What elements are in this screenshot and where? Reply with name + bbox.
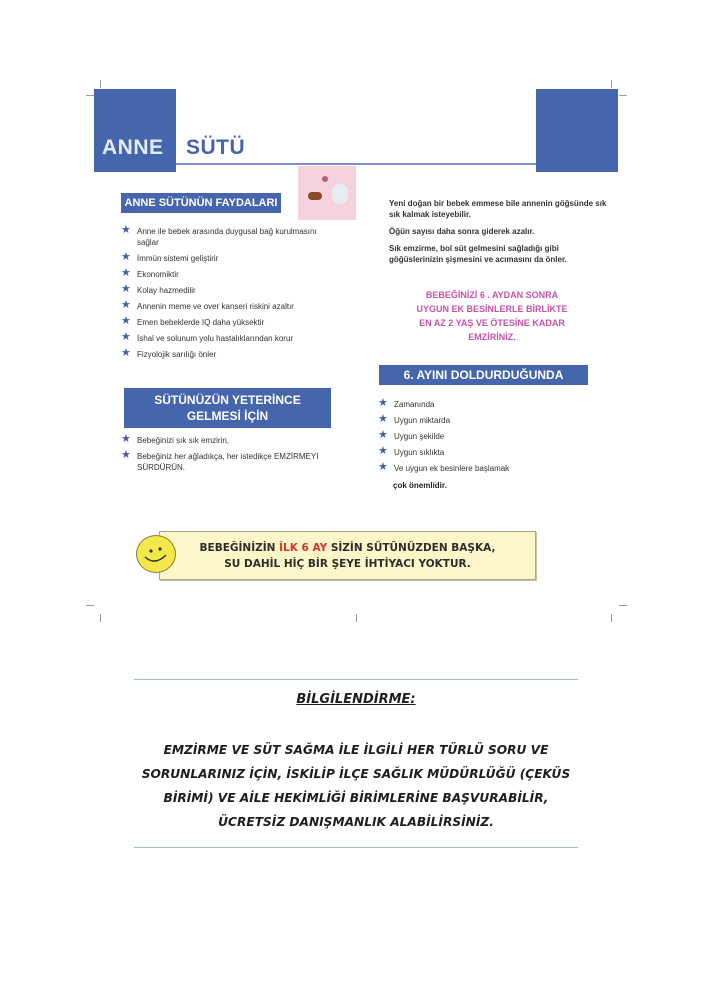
crop-mark [356,614,357,622]
list-item: ★ Bebeğiniz her ağladıkça, her istedikçe EMZİRMEYİ SÜRDÜRÜN. [121,449,319,472]
paragraph: Yeni doğan bir bebek emmese bile annenin göğsünde sık sık kalmak isteyebilir. [389,199,607,219]
list-item: ★ İmmün sistemi geliştirir [121,251,219,263]
star-icon: ★ [121,449,131,461]
list-item: ★ Fizyolojik sarılığı önler [121,347,217,359]
callout-box [159,531,536,580]
divider-top [134,679,578,680]
star-icon: ★ [121,299,131,311]
title-rule [176,163,536,165]
list-item: ★ Emen bebeklerde IQ daha yüksektir [121,315,265,327]
star-icon: ★ [121,224,131,236]
list-item: ★ Uygun sıklıkta [378,445,445,457]
crop-mark [611,80,612,88]
callout-emphasis: İLK 6 AY [279,542,328,554]
list-item: ★ Uygun şekilde [378,429,445,441]
crop-mark [619,95,627,96]
info-line: SORUNLARINIZ İÇİN, İSKİLİP İLÇE SAĞLIK MÜDÜRLÜĞÜ (ÇEKÜS [141,767,571,781]
crop-mark [619,605,627,606]
heading-line: GELMESİ İÇİN [186,409,269,423]
heading-line: SÜTÜNÜZÜN YETERİNCE [154,393,301,407]
list-item: ★ Ve uygun ek besinlere başlamak [378,461,510,473]
right-info-text [389,198,614,271]
sufficient-milk-heading [124,388,331,428]
divider-bottom [134,847,578,848]
star-icon: ★ [121,347,131,359]
star-icon: ★ [121,331,131,343]
highlight-line: EMZİRİNİZ. [468,332,516,342]
benefits-list [121,226,321,365]
crop-mark [86,95,94,96]
paragraph: Sık emzirme, bol süt gelmesini sağladığı gibi göğüslerinizin şişmesini ve acımasını da önler. [389,244,567,264]
star-icon: ★ [378,397,388,409]
six-months-list [378,399,578,479]
page-title-sutu: SÜTÜ [186,136,246,159]
callout-text [160,540,535,572]
list-item: ★ Ekonomiktir [121,267,179,279]
info-title: BİLGİLENDİRME: [296,692,416,707]
callout-line-2: SU DAHİL HİÇ BİR ŞEYE İHTİYACI YOKTUR. [224,558,471,570]
star-icon: ★ [378,461,388,473]
list-item: ★ Zamanında [378,397,435,409]
crop-mark [100,80,101,88]
highlight-line: EN AZ 2 YAŞ VE ÖTESİNE KADAR [419,318,565,328]
list-item: ★ Bebeğinizi sık sık emzirin, [121,433,230,445]
list-item: ★ İshal ve solunum yolu hastalıklarından korur [121,331,294,343]
list-item: ★ Anne ile bebek arasında duygusal bağ kurulmasını sağlar [121,224,317,247]
star-icon: ★ [121,267,131,279]
page-title-anne: ANNE [102,136,164,159]
star-icon: ★ [121,315,131,327]
breastfeeding-photo [298,166,356,220]
six-months-heading: 6. AYINI DOLDURDUĞUNDA [379,365,588,385]
highlight-line: BEBEĞİNİZİ 6 . AYDAN SONRA [425,290,559,300]
star-icon: ★ [378,413,388,425]
crop-mark [86,605,94,606]
paragraph: Öğün sayısı daha sonra giderek azalır. [389,227,535,236]
info-body [134,738,578,834]
info-line: ÜCRETSİZ DANIŞMANLIK ALABİLİRSİNİZ. [218,815,494,829]
star-icon: ★ [378,445,388,457]
star-icon: ★ [121,433,131,445]
highlight-line: UYGUN EK BESİNLERLE BİRLİKTE [416,304,568,314]
crop-mark [611,614,612,622]
list-item: ★ Annenin meme ve over kanseri riskini azaltır [121,299,294,311]
callout-line-1: BEBEĞİNİZİN İLK 6 AY SİZİN SÜTÜNÜZDEN BAŞKA, [199,542,496,554]
info-line: EMZİRME VE SÜT SAĞMA İLE İLGİLİ HER TÜRLÜ SORU VE [163,743,549,757]
sufficient-milk-list [121,435,341,478]
list-item: ★ Uygun miktarda [378,413,451,425]
info-line: BİRİMİ) VE AİLE HEKİMLİĞİ BİRİMLERİNE BAŞVURABİLİR, [163,791,549,805]
highlight-message [381,288,603,344]
star-icon: ★ [121,251,131,263]
six-months-conclusion: çok önemlidir. [393,481,447,490]
title-block-right [536,89,618,172]
crop-mark [100,614,101,622]
star-icon: ★ [378,429,388,441]
smiley-icon [136,535,176,573]
star-icon: ★ [121,283,131,295]
benefits-heading: ANNE SÜTÜNÜN FAYDALARI [121,193,281,213]
list-item: ★ Kolay hazmedilir [121,283,196,295]
